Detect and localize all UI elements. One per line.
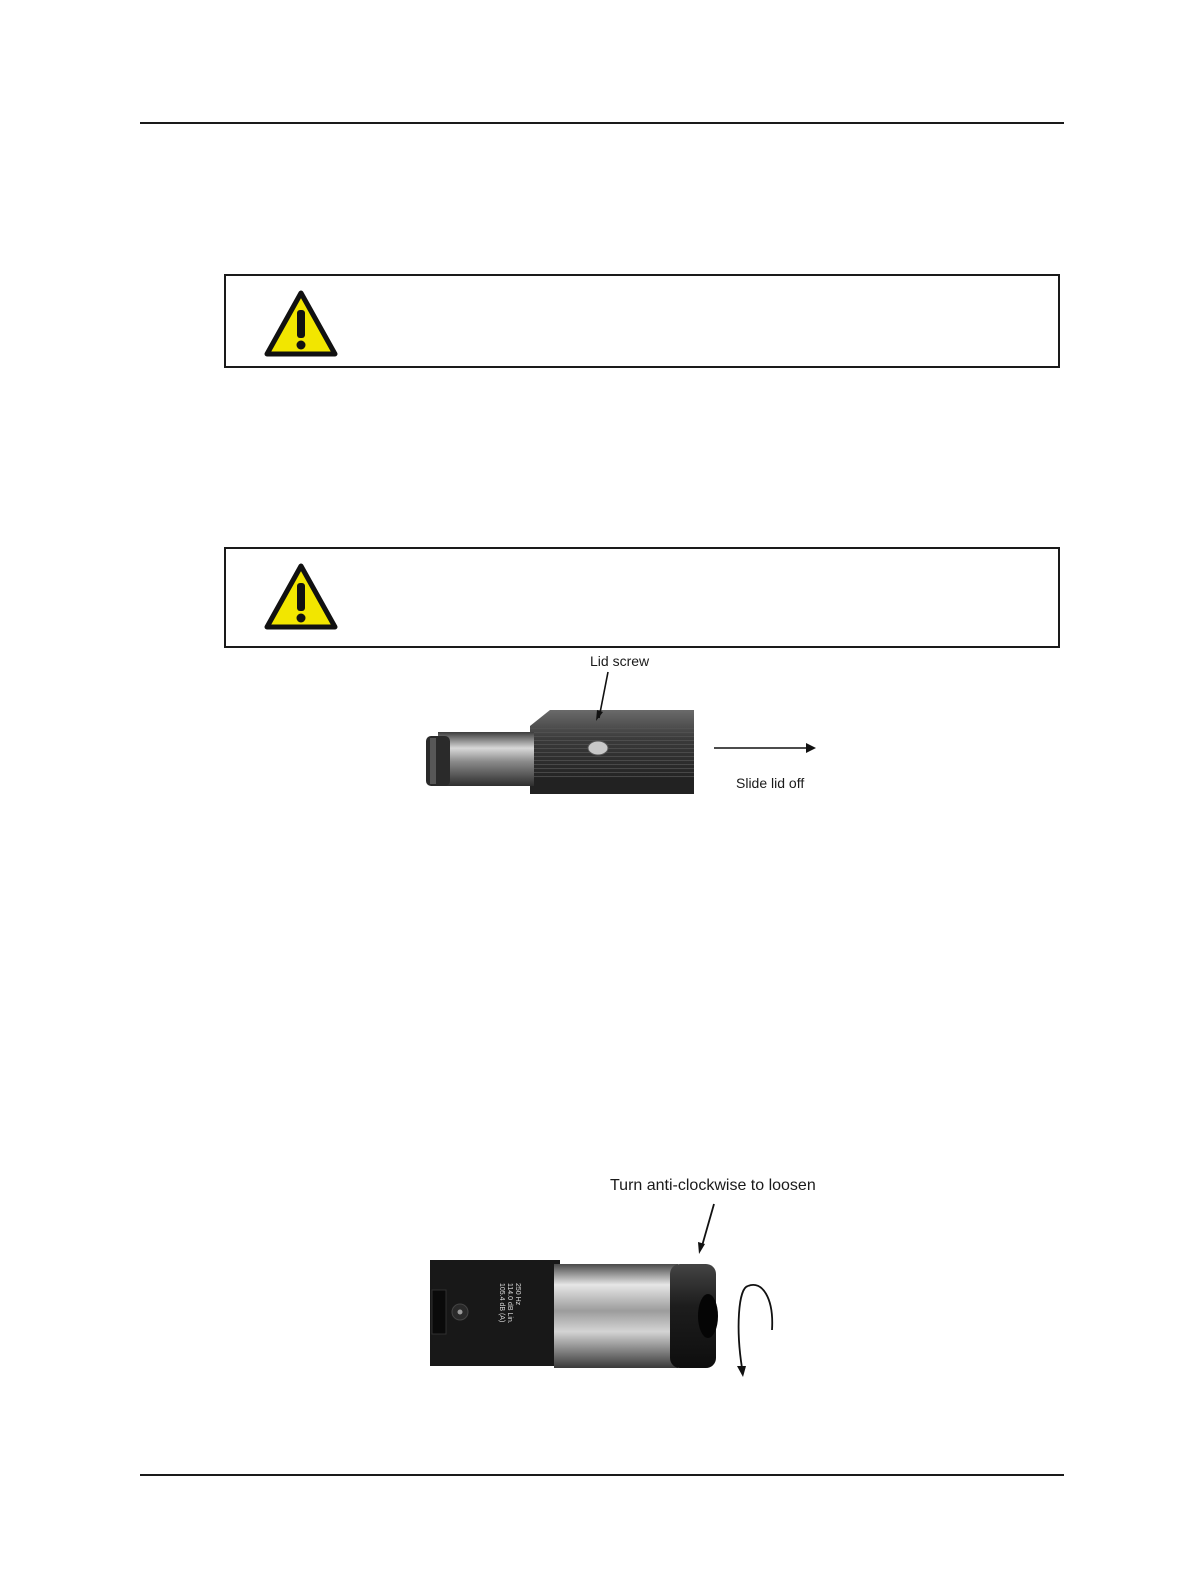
lid-screw-label: Lid screw xyxy=(590,653,650,669)
warning-triangle-icon xyxy=(264,563,338,631)
slide-lid-label: Slide lid off xyxy=(736,775,805,791)
header-rule xyxy=(140,122,1064,124)
device-text-line: 105.4 dB (A) xyxy=(498,1283,505,1323)
footer-rule xyxy=(140,1474,1064,1476)
device-text-line: 250 Hz xyxy=(514,1283,521,1306)
warning-box-1 xyxy=(224,274,1060,368)
calibrator-cap-photo xyxy=(430,1180,830,1380)
warning-triangle-icon xyxy=(264,290,338,358)
turn-anticlockwise-label: Turn anti-clockwise to loosen xyxy=(610,1177,816,1194)
warning-box-2 xyxy=(224,547,1060,648)
device-text-line: 114.0 dB Lin. xyxy=(506,1283,513,1324)
device-printed-text xyxy=(497,1283,521,1343)
